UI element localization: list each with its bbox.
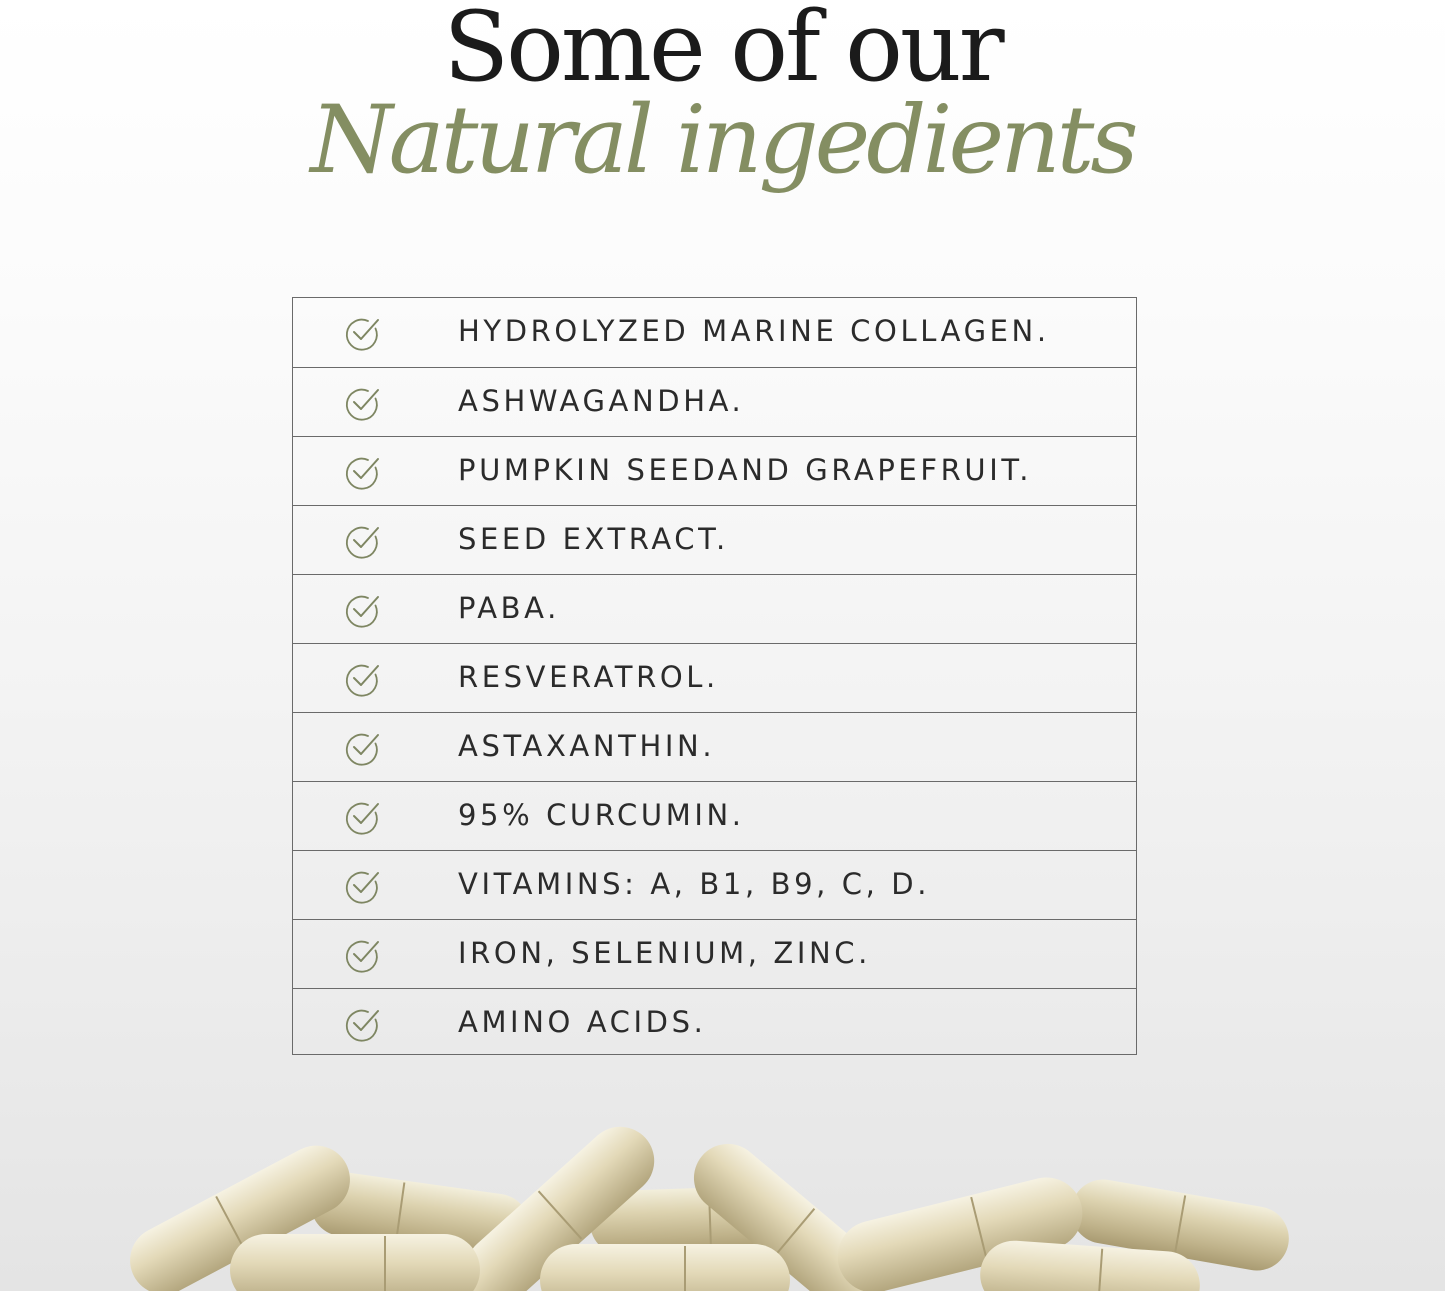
ingredient-label: ASTAXANTHIN. xyxy=(458,729,716,763)
check-circle-icon xyxy=(343,384,383,422)
ingredient-label: RESVERATROL. xyxy=(458,660,719,694)
heading-subtitle: Natural ingedients xyxy=(310,86,1135,195)
ingredient-label: ASHWAGANDHA. xyxy=(458,384,745,418)
ingredient-row xyxy=(293,298,1136,367)
ingredient-row xyxy=(293,988,1136,1054)
check-circle-icon xyxy=(343,453,383,491)
capsules-image xyxy=(0,1120,1445,1291)
ingredient-row xyxy=(293,643,1136,712)
ingredient-label: HYDROLYZED MARINE COLLAGEN. xyxy=(458,314,1050,348)
ingredient-row xyxy=(293,850,1136,919)
ingredient-row xyxy=(293,781,1136,850)
ingredient-label: IRON, SELENIUM, ZINC. xyxy=(458,936,871,970)
ingredient-label: PUMPKIN SEEDAND GRAPEFRUIT. xyxy=(458,453,1033,487)
capsule xyxy=(230,1234,480,1291)
check-circle-icon xyxy=(343,660,383,698)
ingredient-label: VITAMINS: A, B1, B9, C, D. xyxy=(458,867,931,901)
ingredient-label: AMINO ACIDS. xyxy=(458,1005,707,1039)
check-circle-icon xyxy=(343,1005,383,1043)
ingredient-row xyxy=(293,919,1136,988)
check-circle-icon xyxy=(343,591,383,629)
check-circle-icon xyxy=(343,729,383,767)
ingredient-row xyxy=(293,574,1136,643)
ingredient-list xyxy=(292,297,1137,1055)
ingredient-row xyxy=(293,505,1136,574)
check-circle-icon xyxy=(343,798,383,836)
capsule xyxy=(540,1244,790,1291)
heading-title: Some of our xyxy=(443,0,1002,103)
check-circle-icon xyxy=(343,936,383,974)
check-circle-icon xyxy=(343,314,383,352)
check-circle-icon xyxy=(343,522,383,560)
ingredient-row xyxy=(293,712,1136,781)
ingredient-label: PABA. xyxy=(458,591,560,625)
ingredient-row xyxy=(293,436,1136,505)
ingredient-row xyxy=(293,367,1136,436)
ingredient-label: 95% CURCUMIN. xyxy=(458,798,745,832)
ingredient-label: SEED EXTRACT. xyxy=(458,522,729,556)
check-circle-icon xyxy=(343,867,383,905)
